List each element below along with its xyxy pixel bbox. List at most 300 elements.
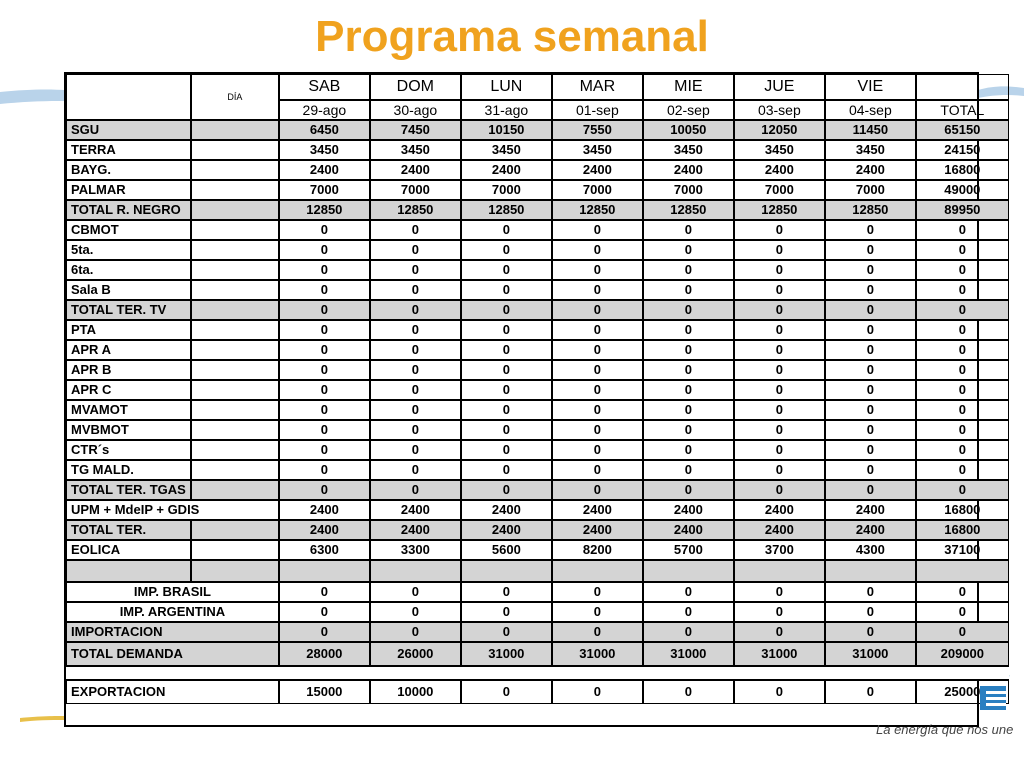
row-total-cell: 16800 bbox=[916, 160, 1009, 180]
row-value-cell: 0 bbox=[734, 420, 825, 440]
row-value-cell: 2400 bbox=[552, 500, 643, 520]
row-value-cell: 2400 bbox=[643, 500, 734, 520]
row-value-cell: 0 bbox=[643, 220, 734, 240]
spacer-cell bbox=[370, 560, 461, 582]
row-label: APR B bbox=[66, 360, 191, 380]
row-value-cell: 3450 bbox=[825, 140, 916, 160]
row-value-cell: 0 bbox=[734, 582, 825, 602]
row-total-cell: 0 bbox=[916, 280, 1009, 300]
row-value-cell: 0 bbox=[461, 582, 552, 602]
row-value-cell: 7000 bbox=[370, 180, 461, 200]
table-row bbox=[66, 460, 1009, 480]
table-row bbox=[66, 280, 1009, 300]
row-value-cell: 26000 bbox=[370, 642, 461, 666]
row-label: CTR´s bbox=[66, 440, 191, 460]
row-value-cell: 0 bbox=[552, 340, 643, 360]
table-row bbox=[66, 200, 1009, 220]
header-blank-cell bbox=[66, 74, 191, 120]
row-total-cell: 25000 bbox=[916, 680, 1009, 704]
row-value-cell: 0 bbox=[370, 400, 461, 420]
page-title: Programa semanal bbox=[315, 12, 709, 61]
spacer-cell bbox=[825, 560, 916, 582]
row-value-cell: 0 bbox=[734, 460, 825, 480]
row-sub-cell bbox=[191, 240, 279, 260]
row-value-cell: 2400 bbox=[370, 520, 461, 540]
row-total-cell: 24150 bbox=[916, 140, 1009, 160]
row-value-cell: 2400 bbox=[552, 160, 643, 180]
table-row bbox=[66, 680, 1009, 704]
row-label: SGU bbox=[66, 120, 191, 140]
header-dia-label: DÍA bbox=[191, 74, 279, 120]
table-row bbox=[66, 380, 1009, 400]
row-value-cell: 0 bbox=[552, 480, 643, 500]
row-sub-cell bbox=[191, 380, 279, 400]
row-value-cell: 2400 bbox=[279, 500, 370, 520]
row-value-cell: 0 bbox=[734, 220, 825, 240]
row-value-cell: 2400 bbox=[734, 160, 825, 180]
spacer-cell bbox=[734, 560, 825, 582]
header-total-blank bbox=[916, 74, 1009, 100]
spacer-cell bbox=[279, 560, 370, 582]
row-value-cell: 7000 bbox=[279, 180, 370, 200]
row-sub-cell bbox=[191, 480, 279, 500]
table-row bbox=[66, 140, 1009, 160]
row-value-cell: 12850 bbox=[552, 200, 643, 220]
row-value-cell: 0 bbox=[370, 582, 461, 602]
row-sub-cell bbox=[191, 420, 279, 440]
row-value-cell: 0 bbox=[370, 260, 461, 280]
row-label: EXPORTACION bbox=[66, 680, 279, 704]
row-value-cell: 0 bbox=[734, 240, 825, 260]
table-row bbox=[66, 160, 1009, 180]
row-label: PALMAR bbox=[66, 180, 191, 200]
row-value-cell: 0 bbox=[643, 460, 734, 480]
spacer-cell bbox=[916, 560, 1009, 582]
table-row bbox=[66, 642, 1009, 666]
row-value-cell: 7000 bbox=[734, 180, 825, 200]
row-value-cell: 0 bbox=[461, 340, 552, 360]
row-label: 6ta. bbox=[66, 260, 191, 280]
row-value-cell: 2400 bbox=[552, 520, 643, 540]
row-value-cell: 0 bbox=[370, 240, 461, 260]
row-value-cell: 0 bbox=[825, 440, 916, 460]
row-sub-cell bbox=[191, 280, 279, 300]
row-value-cell: 0 bbox=[461, 680, 552, 704]
row-value-cell: 0 bbox=[643, 340, 734, 360]
row-label: PTA bbox=[66, 320, 191, 340]
row-value-cell: 0 bbox=[825, 622, 916, 642]
row-value-cell: 3300 bbox=[370, 540, 461, 560]
table-row bbox=[66, 622, 1009, 642]
row-value-cell: 0 bbox=[370, 460, 461, 480]
row-label: TOTAL TER. bbox=[66, 520, 191, 540]
table-row bbox=[66, 180, 1009, 200]
row-sub-cell bbox=[191, 300, 279, 320]
row-value-cell: 0 bbox=[279, 220, 370, 240]
row-total-cell: 209000 bbox=[916, 642, 1009, 666]
row-value-cell: 0 bbox=[370, 220, 461, 240]
table-row bbox=[66, 500, 1009, 520]
row-total-cell: 0 bbox=[916, 460, 1009, 480]
table-row bbox=[66, 420, 1009, 440]
row-value-cell: 0 bbox=[643, 440, 734, 460]
table-row bbox=[66, 520, 1009, 540]
row-value-cell: 0 bbox=[734, 680, 825, 704]
header-days-row bbox=[66, 74, 1009, 100]
row-value-cell: 0 bbox=[552, 440, 643, 460]
row-value-cell: 0 bbox=[461, 360, 552, 380]
row-value-cell: 0 bbox=[825, 582, 916, 602]
row-value-cell: 12850 bbox=[279, 200, 370, 220]
header-day: MAR bbox=[552, 74, 643, 100]
row-value-cell: 2400 bbox=[461, 500, 552, 520]
row-value-cell: 8200 bbox=[552, 540, 643, 560]
row-value-cell: 0 bbox=[643, 300, 734, 320]
row-value-cell: 0 bbox=[643, 582, 734, 602]
row-value-cell: 0 bbox=[643, 680, 734, 704]
row-label: APR C bbox=[66, 380, 191, 400]
row-value-cell: 7000 bbox=[825, 180, 916, 200]
row-total-cell: 49000 bbox=[916, 180, 1009, 200]
row-value-cell: 0 bbox=[279, 602, 370, 622]
row-value-cell: 12850 bbox=[734, 200, 825, 220]
row-value-cell: 12850 bbox=[461, 200, 552, 220]
weekly-program-table bbox=[66, 74, 1009, 704]
row-value-cell: 0 bbox=[279, 420, 370, 440]
row-total-cell: 0 bbox=[916, 220, 1009, 240]
row-value-cell: 0 bbox=[279, 320, 370, 340]
row-value-cell: 0 bbox=[552, 680, 643, 704]
row-value-cell: 0 bbox=[279, 340, 370, 360]
row-value-cell: 3450 bbox=[370, 140, 461, 160]
row-value-cell: 0 bbox=[643, 400, 734, 420]
row-label: IMP. ARGENTINA bbox=[66, 602, 279, 622]
row-value-cell: 6300 bbox=[279, 540, 370, 560]
row-value-cell: 0 bbox=[279, 440, 370, 460]
row-value-cell: 0 bbox=[734, 602, 825, 622]
row-value-cell: 0 bbox=[461, 400, 552, 420]
header-date: 03-sep bbox=[734, 100, 825, 120]
row-value-cell: 2400 bbox=[461, 520, 552, 540]
row-label: 5ta. bbox=[66, 240, 191, 260]
spacer-row bbox=[66, 560, 1009, 582]
row-label: MVBMOT bbox=[66, 420, 191, 440]
table-row bbox=[66, 602, 1009, 622]
row-sub-cell bbox=[191, 440, 279, 460]
row-value-cell: 10000 bbox=[370, 680, 461, 704]
row-value-cell: 0 bbox=[734, 320, 825, 340]
row-sub-cell bbox=[191, 220, 279, 240]
row-value-cell: 0 bbox=[461, 480, 552, 500]
row-value-cell: 0 bbox=[279, 400, 370, 420]
row-value-cell: 0 bbox=[643, 260, 734, 280]
spacer-cell bbox=[66, 560, 191, 582]
row-sub-cell bbox=[191, 260, 279, 280]
row-value-cell: 3700 bbox=[734, 540, 825, 560]
row-value-cell: 12850 bbox=[825, 200, 916, 220]
row-value-cell: 7000 bbox=[552, 180, 643, 200]
row-value-cell: 0 bbox=[461, 380, 552, 400]
row-label: Sala B bbox=[66, 280, 191, 300]
row-value-cell: 0 bbox=[643, 480, 734, 500]
table-row bbox=[66, 300, 1009, 320]
row-value-cell: 0 bbox=[734, 260, 825, 280]
row-label: TOTAL TER. TGAS bbox=[66, 480, 191, 500]
row-total-cell: 37100 bbox=[916, 540, 1009, 560]
row-value-cell: 4300 bbox=[825, 540, 916, 560]
row-value-cell: 0 bbox=[461, 440, 552, 460]
row-value-cell: 11450 bbox=[825, 120, 916, 140]
row-value-cell: 0 bbox=[825, 320, 916, 340]
header-date: 29-ago bbox=[279, 100, 370, 120]
row-total-cell: 0 bbox=[916, 340, 1009, 360]
row-value-cell: 0 bbox=[552, 400, 643, 420]
row-value-cell: 0 bbox=[643, 360, 734, 380]
row-value-cell: 0 bbox=[552, 300, 643, 320]
table-row bbox=[66, 400, 1009, 420]
row-total-cell: 0 bbox=[916, 582, 1009, 602]
table-row bbox=[66, 120, 1009, 140]
row-value-cell: 0 bbox=[370, 622, 461, 642]
row-value-cell: 12850 bbox=[370, 200, 461, 220]
row-value-cell: 31000 bbox=[643, 642, 734, 666]
row-total-cell: 89950 bbox=[916, 200, 1009, 220]
header-day: SAB bbox=[279, 74, 370, 100]
row-value-cell: 0 bbox=[825, 340, 916, 360]
row-total-cell: 0 bbox=[916, 360, 1009, 380]
row-value-cell: 10050 bbox=[643, 120, 734, 140]
row-value-cell: 0 bbox=[825, 360, 916, 380]
row-value-cell: 0 bbox=[734, 380, 825, 400]
row-value-cell: 0 bbox=[461, 300, 552, 320]
header-day: DOM bbox=[370, 74, 461, 100]
row-value-cell: 0 bbox=[279, 280, 370, 300]
row-value-cell: 2400 bbox=[279, 160, 370, 180]
row-value-cell: 0 bbox=[370, 320, 461, 340]
row-value-cell: 5600 bbox=[461, 540, 552, 560]
row-value-cell: 0 bbox=[734, 340, 825, 360]
row-value-cell: 10150 bbox=[461, 120, 552, 140]
row-value-cell: 0 bbox=[643, 320, 734, 340]
row-value-cell: 0 bbox=[643, 420, 734, 440]
row-value-cell: 3450 bbox=[461, 140, 552, 160]
row-total-cell: 0 bbox=[916, 260, 1009, 280]
row-value-cell: 0 bbox=[825, 300, 916, 320]
row-value-cell: 0 bbox=[734, 440, 825, 460]
row-value-cell: 0 bbox=[643, 240, 734, 260]
row-total-cell: 0 bbox=[916, 380, 1009, 400]
row-value-cell: 6450 bbox=[279, 120, 370, 140]
row-value-cell: 0 bbox=[825, 260, 916, 280]
row-value-cell: 31000 bbox=[552, 642, 643, 666]
row-value-cell: 0 bbox=[461, 280, 552, 300]
company-logo-icon bbox=[978, 684, 1008, 712]
row-value-cell: 0 bbox=[825, 460, 916, 480]
spacer-cell bbox=[461, 560, 552, 582]
row-value-cell: 0 bbox=[370, 602, 461, 622]
row-value-cell: 2400 bbox=[825, 160, 916, 180]
row-value-cell: 0 bbox=[461, 420, 552, 440]
row-value-cell: 0 bbox=[279, 360, 370, 380]
row-label: BAYG. bbox=[66, 160, 191, 180]
row-value-cell: 3450 bbox=[279, 140, 370, 160]
row-value-cell: 0 bbox=[461, 602, 552, 622]
row-value-cell: 0 bbox=[825, 240, 916, 260]
row-value-cell: 0 bbox=[734, 622, 825, 642]
row-value-cell: 0 bbox=[825, 220, 916, 240]
row-value-cell: 0 bbox=[734, 360, 825, 380]
row-value-cell: 0 bbox=[279, 582, 370, 602]
row-label: EOLICA bbox=[66, 540, 191, 560]
row-value-cell: 0 bbox=[279, 460, 370, 480]
table-row bbox=[66, 260, 1009, 280]
row-value-cell: 0 bbox=[825, 400, 916, 420]
row-value-cell: 12850 bbox=[643, 200, 734, 220]
row-sub-cell bbox=[191, 340, 279, 360]
row-total-cell: 0 bbox=[916, 240, 1009, 260]
row-value-cell: 0 bbox=[461, 622, 552, 642]
spacer-cell bbox=[66, 666, 1009, 680]
row-total-cell: 0 bbox=[916, 602, 1009, 622]
row-value-cell: 0 bbox=[825, 480, 916, 500]
row-label: TOTAL R. NEGRO bbox=[66, 200, 191, 220]
row-value-cell: 0 bbox=[552, 360, 643, 380]
table-row bbox=[66, 480, 1009, 500]
row-sub-cell bbox=[191, 520, 279, 540]
row-value-cell: 31000 bbox=[734, 642, 825, 666]
row-value-cell: 0 bbox=[370, 480, 461, 500]
row-total-cell: 0 bbox=[916, 440, 1009, 460]
row-value-cell: 0 bbox=[552, 220, 643, 240]
row-value-cell: 0 bbox=[734, 400, 825, 420]
row-value-cell: 0 bbox=[825, 602, 916, 622]
table-row bbox=[66, 340, 1009, 360]
header-total: TOTAL bbox=[916, 100, 1009, 120]
table-row bbox=[66, 540, 1009, 560]
row-label: TOTAL TER. TV bbox=[66, 300, 191, 320]
row-value-cell: 0 bbox=[552, 582, 643, 602]
row-value-cell: 2400 bbox=[825, 520, 916, 540]
row-value-cell: 0 bbox=[370, 440, 461, 460]
row-value-cell: 0 bbox=[370, 280, 461, 300]
row-value-cell: 0 bbox=[552, 380, 643, 400]
row-total-cell: 0 bbox=[916, 400, 1009, 420]
row-value-cell: 3450 bbox=[643, 140, 734, 160]
row-value-cell: 3450 bbox=[552, 140, 643, 160]
row-value-cell: 0 bbox=[734, 280, 825, 300]
row-label: TG MALD. bbox=[66, 460, 191, 480]
row-value-cell: 0 bbox=[552, 420, 643, 440]
row-value-cell: 31000 bbox=[825, 642, 916, 666]
row-value-cell: 0 bbox=[370, 300, 461, 320]
row-sub-cell bbox=[191, 180, 279, 200]
row-sub-cell bbox=[191, 200, 279, 220]
row-value-cell: 0 bbox=[279, 300, 370, 320]
header-date: 02-sep bbox=[643, 100, 734, 120]
header-day: VIE bbox=[825, 74, 916, 100]
row-value-cell: 0 bbox=[552, 460, 643, 480]
row-total-cell: 65150 bbox=[916, 120, 1009, 140]
row-value-cell: 2400 bbox=[370, 160, 461, 180]
table-row bbox=[66, 240, 1009, 260]
row-value-cell: 2400 bbox=[643, 520, 734, 540]
row-value-cell: 31000 bbox=[461, 642, 552, 666]
row-value-cell: 2400 bbox=[734, 500, 825, 520]
table-row bbox=[66, 582, 1009, 602]
row-value-cell: 0 bbox=[279, 480, 370, 500]
row-total-cell: 0 bbox=[916, 622, 1009, 642]
row-label: IMP. BRASIL bbox=[66, 582, 279, 602]
row-value-cell: 0 bbox=[552, 260, 643, 280]
row-value-cell: 15000 bbox=[279, 680, 370, 704]
row-sub-cell bbox=[191, 120, 279, 140]
header-date: 04-sep bbox=[825, 100, 916, 120]
row-total-cell: 0 bbox=[916, 320, 1009, 340]
row-total-cell: 0 bbox=[916, 300, 1009, 320]
row-label: TOTAL DEMANDA bbox=[66, 642, 279, 666]
row-sub-cell bbox=[191, 460, 279, 480]
row-sub-cell bbox=[191, 360, 279, 380]
row-value-cell: 0 bbox=[643, 622, 734, 642]
row-sub-cell bbox=[191, 140, 279, 160]
row-value-cell: 7000 bbox=[643, 180, 734, 200]
row-value-cell: 0 bbox=[279, 240, 370, 260]
row-value-cell: 0 bbox=[461, 320, 552, 340]
header-date: 01-sep bbox=[552, 100, 643, 120]
row-sub-cell bbox=[191, 320, 279, 340]
table-row bbox=[66, 440, 1009, 460]
row-label: IMPORTACION bbox=[66, 622, 279, 642]
header-date: 30-ago bbox=[370, 100, 461, 120]
row-value-cell: 0 bbox=[825, 680, 916, 704]
row-total-cell: 16800 bbox=[916, 500, 1009, 520]
row-value-cell: 0 bbox=[825, 380, 916, 400]
row-value-cell: 0 bbox=[734, 300, 825, 320]
row-value-cell: 0 bbox=[370, 340, 461, 360]
row-value-cell: 2400 bbox=[279, 520, 370, 540]
row-sub-cell bbox=[191, 160, 279, 180]
row-value-cell: 0 bbox=[643, 380, 734, 400]
header-day: JUE bbox=[734, 74, 825, 100]
row-value-cell: 7550 bbox=[552, 120, 643, 140]
spacer-row bbox=[66, 666, 1009, 680]
row-value-cell: 2400 bbox=[734, 520, 825, 540]
company-tagline: La energía que nos une bbox=[876, 722, 1014, 737]
row-value-cell: 0 bbox=[370, 420, 461, 440]
row-value-cell: 0 bbox=[279, 260, 370, 280]
row-value-cell: 12050 bbox=[734, 120, 825, 140]
row-total-cell: 16800 bbox=[916, 520, 1009, 540]
row-label: APR A bbox=[66, 340, 191, 360]
row-value-cell: 0 bbox=[825, 280, 916, 300]
row-value-cell: 0 bbox=[461, 220, 552, 240]
table-row bbox=[66, 320, 1009, 340]
row-value-cell: 0 bbox=[643, 280, 734, 300]
row-label: TERRA bbox=[66, 140, 191, 160]
row-value-cell: 3450 bbox=[734, 140, 825, 160]
row-value-cell: 7000 bbox=[461, 180, 552, 200]
row-value-cell: 2400 bbox=[461, 160, 552, 180]
row-label: CBMOT bbox=[66, 220, 191, 240]
spacer-cell bbox=[191, 560, 279, 582]
row-value-cell: 7450 bbox=[370, 120, 461, 140]
row-value-cell: 0 bbox=[370, 380, 461, 400]
row-value-cell: 0 bbox=[552, 602, 643, 622]
row-value-cell: 0 bbox=[370, 360, 461, 380]
row-value-cell: 2400 bbox=[825, 500, 916, 520]
row-value-cell: 0 bbox=[734, 480, 825, 500]
table-row bbox=[66, 220, 1009, 240]
